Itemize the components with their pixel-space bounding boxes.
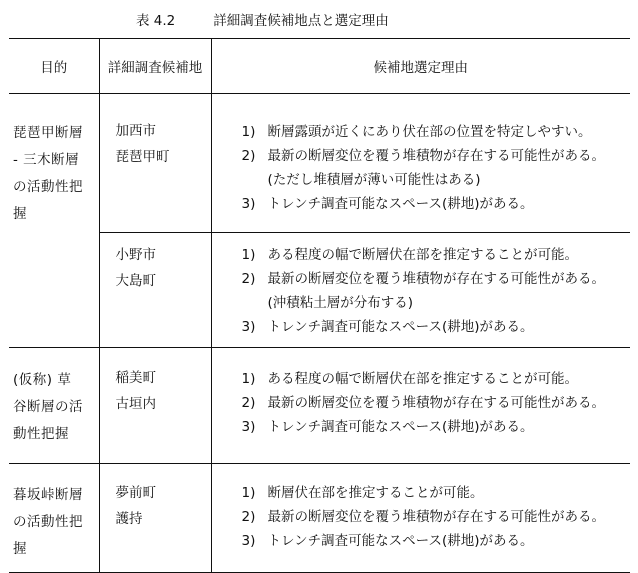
reason-item: 3) トレンチ調査可能なスペース(耕地)がある。 <box>241 196 534 212</box>
reason-item: 1) ある程度の幅で断層伏在部を推定することが可能。 <box>241 247 578 263</box>
reason-item: 1) 断層伏在部を推定することが可能。 <box>241 485 484 501</box>
table-row <box>9 348 630 464</box>
table-row <box>9 94 630 233</box>
reason-cell <box>211 464 630 573</box>
reason-cell <box>211 94 630 233</box>
candidate-site-cell: 加西市 琵琶甲町 <box>99 94 211 233</box>
reason-item: 2) 最新の断層変位を覆う堆積物が存在する可能性がある。 <box>241 148 605 164</box>
header-selection-reason: 候補地選定理由 <box>211 39 630 94</box>
caption-title: 詳細調査候補地点と選定理由 <box>213 13 389 29</box>
reason-cell <box>211 348 630 464</box>
reason-note: (ただし堆積層が薄い可能性はある) <box>267 172 481 188</box>
reason-item: 3) トレンチ調査可能なスペース(耕地)がある。 <box>241 533 534 549</box>
candidate-site-cell: 稲美町 古垣内 <box>99 348 211 464</box>
purpose-cell: 琵琶甲断層 - 三木断層 の活動性把 握 <box>9 94 99 348</box>
reason-item: 1) ある程度の幅で断層伏在部を推定することが可能。 <box>241 371 578 387</box>
caption-number: 表 4.2 <box>136 13 176 29</box>
candidate-site-cell: 夢前町 護持 <box>99 464 211 573</box>
survey-site-table <box>9 38 630 573</box>
reason-item: 2) 最新の断層変位を覆う堆積物が存在する可能性がある。 <box>241 509 605 525</box>
reason-item: 2) 最新の断層変位を覆う堆積物が存在する可能性がある。 <box>241 271 605 287</box>
table-row <box>9 233 630 348</box>
reason-item: 3) トレンチ調査可能なスペース(耕地)がある。 <box>241 319 534 335</box>
reason-item: 3) トレンチ調査可能なスペース(耕地)がある。 <box>241 419 534 435</box>
header-purpose: 目的 <box>9 39 99 94</box>
reason-cell <box>211 233 630 348</box>
purpose-cell: (仮称) 草 谷断層の活 動性把握 <box>9 348 99 464</box>
reason-item: 1) 断層露頭が近くにあり伏在部の位置を特定しやすい。 <box>241 124 592 140</box>
reason-item: 2) 最新の断層変位を覆う堆積物が存在する可能性がある。 <box>241 395 605 411</box>
purpose-cell: 暮坂峠断層 の活動性把 握 <box>9 464 99 573</box>
header-row <box>9 39 630 94</box>
reason-note: (沖積粘土層が分布する) <box>267 295 414 311</box>
header-candidate-site: 詳細調査候補地 <box>99 39 211 94</box>
table-row <box>9 464 630 573</box>
candidate-site-cell: 小野市 大島町 <box>99 233 211 348</box>
table-caption <box>136 9 389 29</box>
